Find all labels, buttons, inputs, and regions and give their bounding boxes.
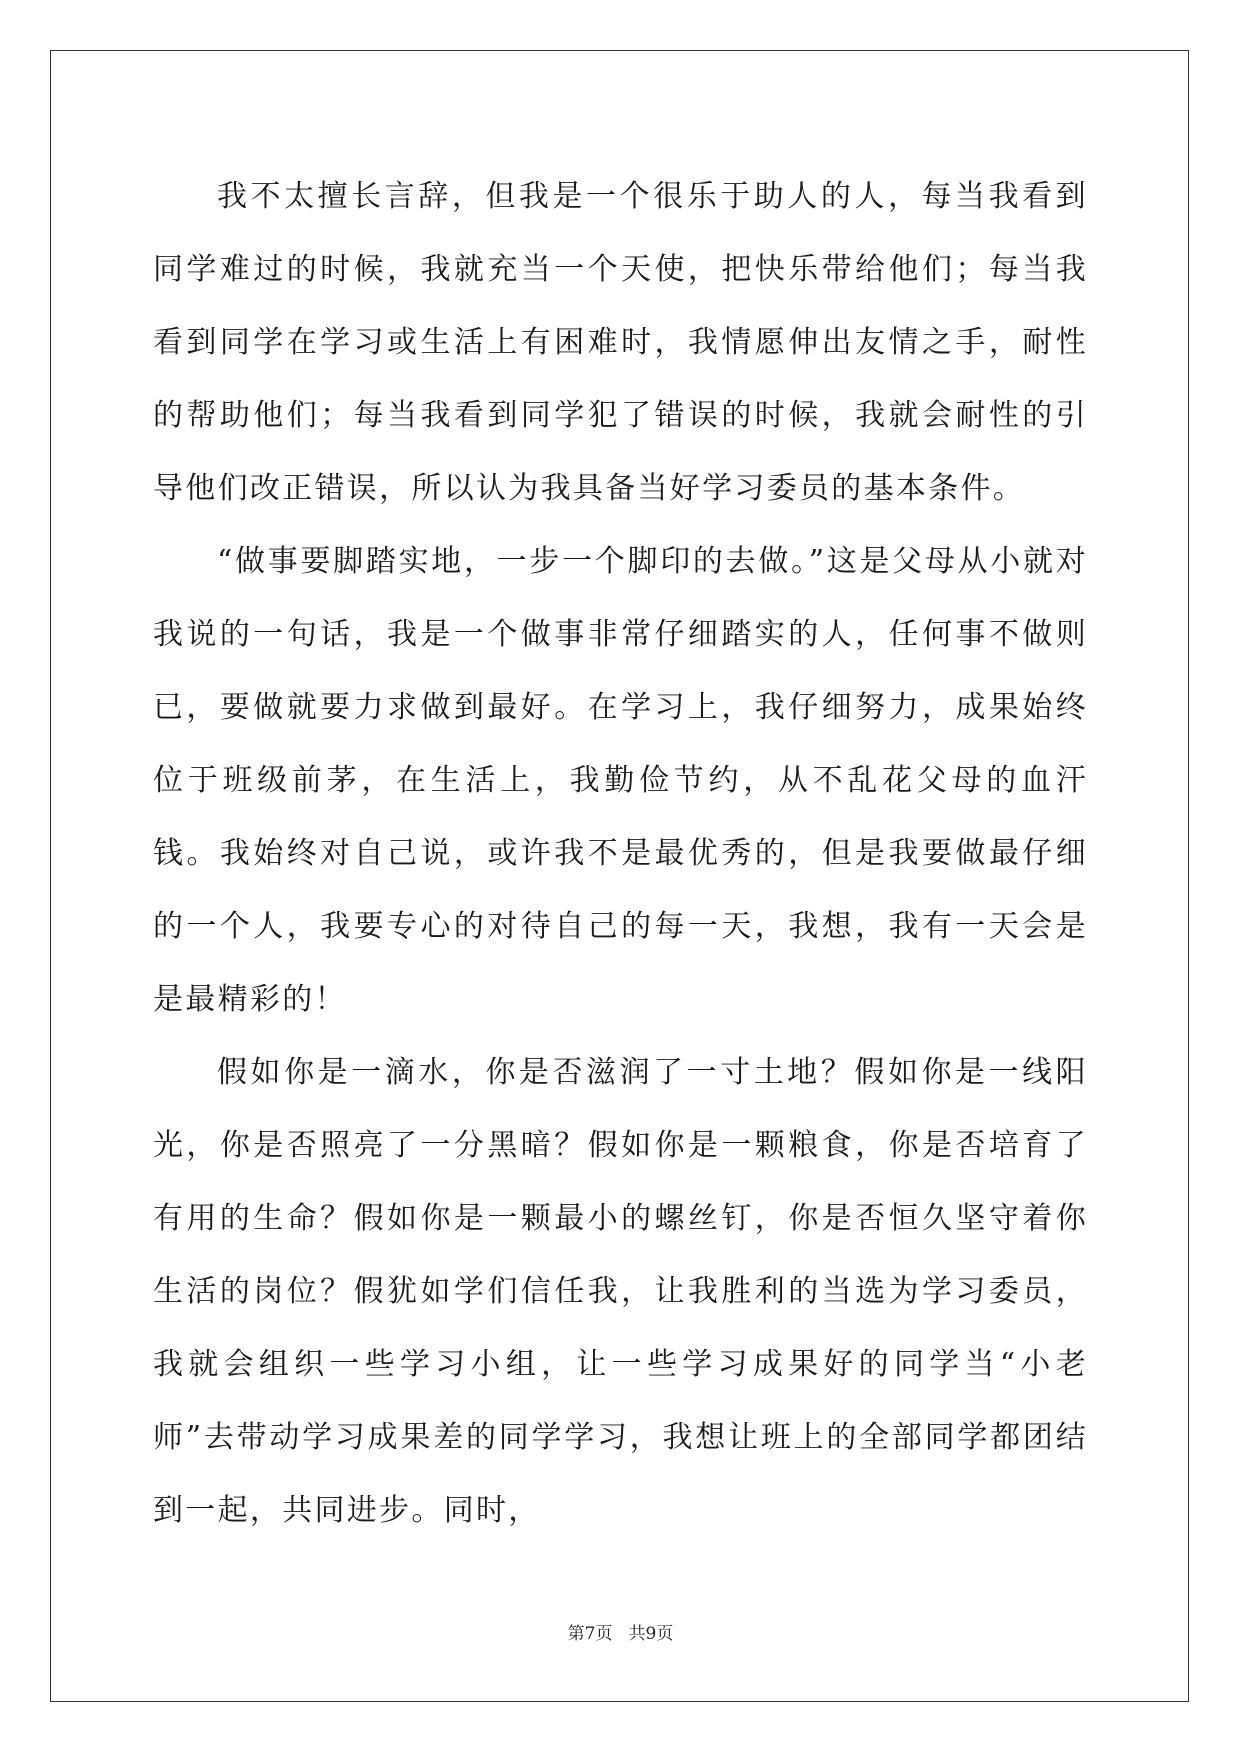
page-number: 第7页 <box>567 1624 613 1644</box>
page-total: 共9页 <box>628 1624 674 1644</box>
paragraph-3: 假如你是一滴水，你是否滋润了一寸土地？假如你是一线阳光，你是否照亮了一分黑暗？假如你是一颗粮食，你是否培育了有用的生命？假如你是一颗最小的螺丝钉，你是否恒久坚守着你生活的岗位？假犹如学们信任我，让我胜利的当选为学习委员，我就会组织一些学习小组，让一些学习成果好的同学当“小老师”去带动学习成果差的同学学习，我想让班上的全部同学都团结到一起，共同进步。同时， <box>153 1055 1088 1528</box>
document-body <box>153 160 1088 1547</box>
paragraph-2: “做事要脚踏实地，一步一个脚印的去做。”这是父母从小就对我说的一句话，我是一个做事非常仔细踏实的人，任何事不做则已，要做就要力求做到最好。在学习上，我仔细努力，成果始终位于班级前茅，在生活上，我勤俭节约，从不乱花父母的血汗钱。我始终对自己说，或许我不是最优秀的，但是我要做最仔细的一个人，我要专心的对待自己的每一天，我想，我有一天会是是最精彩的！ <box>153 544 1088 1017</box>
paragraph-1: 我不太擅长言辞，但我是一个很乐于助人的人，每当我看到同学难过的时候，我就充当一个天使，把快乐带给他们；每当我看到同学在学习或生活上有困难时，我情愿伸出友情之手，耐性的帮助他们；每当我看到同学犯了错误的时候，我就会耐性的引导他们改正错误，所以认为我具备当好学习委员的基本条件。 <box>153 179 1088 506</box>
page-footer <box>0 1619 1241 1644</box>
